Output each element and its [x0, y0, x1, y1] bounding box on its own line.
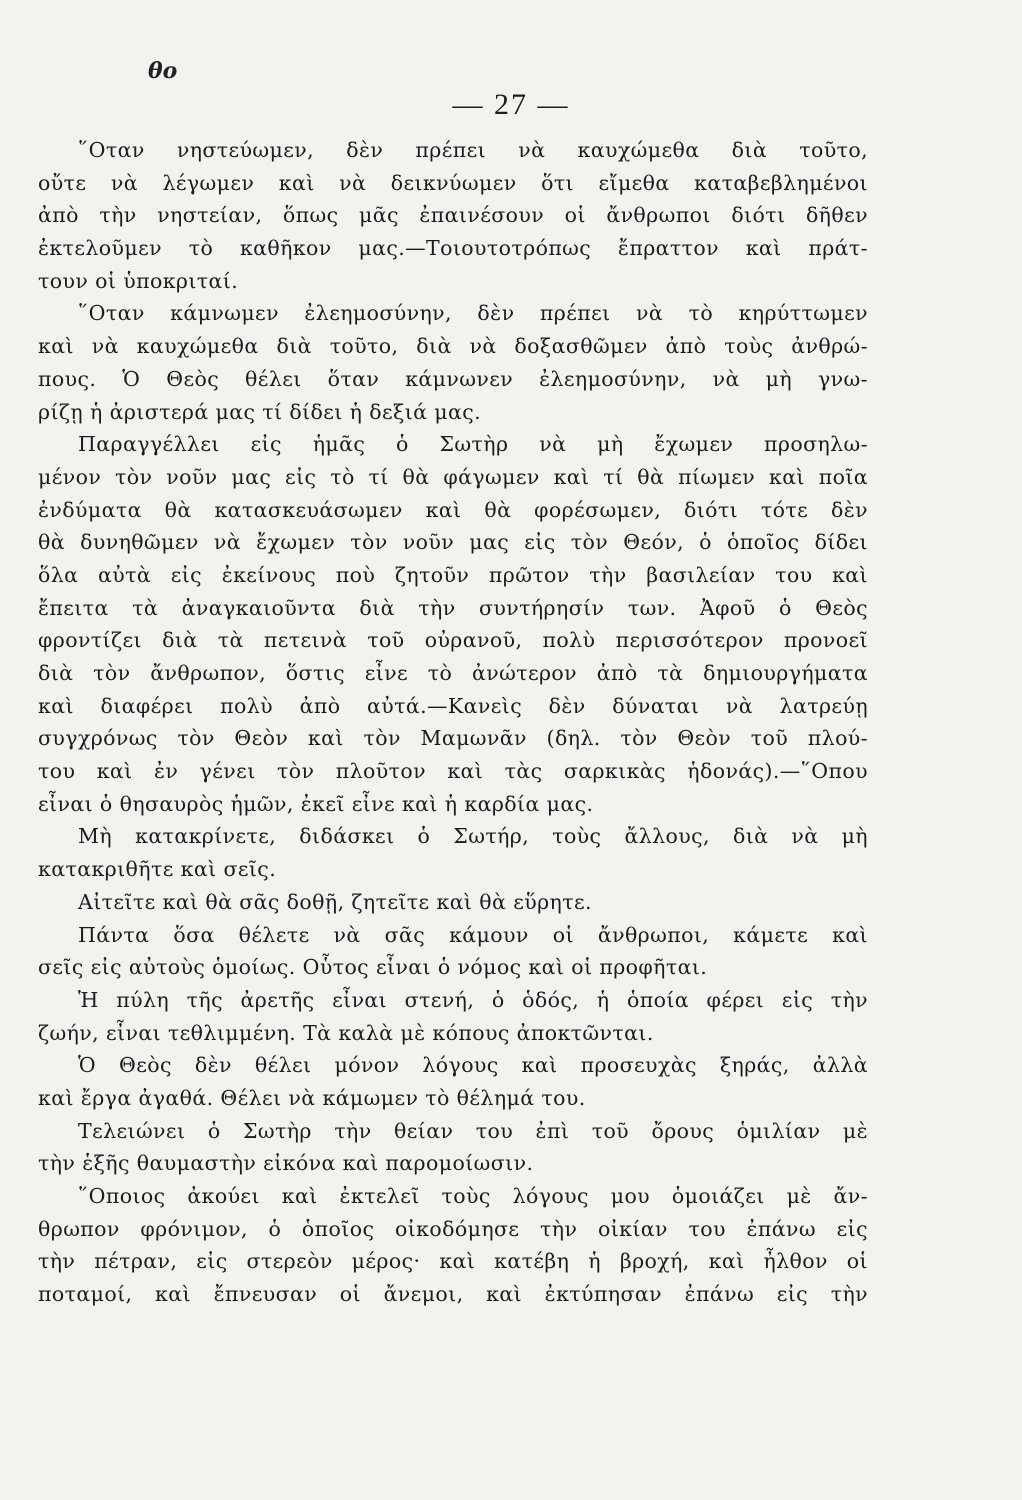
handwritten-mark: θο [148, 58, 178, 84]
text-line: Ἡ πύλη τῆς ἀρετῆς εἶναι στενή, ὁ ὁδός, ἡ ὁποία φέρει εἰς τὴν [78, 987, 868, 1012]
text-line: ῞Οποιος ἀκούει καὶ ἐκτελεῖ τοὺς λόγους μου ὁμοιάζει μὲ ἄν- [78, 1184, 868, 1208]
text-line: σεῖς εἰς αὐτοὺς ὁμοίως. Οὗτος εἶναι ὁ νόμος καὶ οἱ προφῆται. [38, 955, 708, 980]
text-line: καὶ διαφέρει πολὺ ἀπὸ αὐτά.—Κανεὶς δὲν δύναται νὰ λατρεύῃ [38, 693, 868, 718]
text-line: τὴν ἑξῆς θαυμαστὴν εἰκόνα καὶ παρομοίωσιν. [38, 1151, 534, 1176]
text-line: τὴν πέτραν, εἰς στερεὸν μέρος· καὶ κατέβη ἡ βροχή, καὶ ἦλθον οἱ [38, 1249, 868, 1274]
text-line: ἐνδύματα θὰ κατασκευάσωμεν καὶ θὰ φορέσωμεν, διότι τότε δὲν [38, 497, 868, 522]
text-line: ἔπειτα τὰ ἀναγκαιοῦντα διὰ τὴν συντήρησίν των. Ἀφοῦ ὁ Θεὸς [38, 595, 868, 620]
page-number: — 27 — [452, 88, 570, 121]
text-line: κατακριθῆτε καὶ σεῖς. [38, 857, 277, 882]
text-line: μένον τὸν νοῦν μας εἰς τὸ τί θὰ φάγωμεν καὶ τί θὰ πίωμεν καὶ ποῖα [38, 464, 868, 489]
body-text [38, 134, 868, 1311]
text-line: οὔτε νὰ λέγωμεν καὶ νὰ δεικνύωμεν ὅτι εἴμεθα καταβεβλημένοι [38, 170, 868, 195]
text-line: ὅλα αὐτὰ εἰς ἐκείνους ποὺ ζητοῦν πρῶτον τὴν βασιλείαν του καὶ [38, 562, 868, 587]
text-line: Ὁ Θεὸς δὲν θέλει μόνον λόγους καὶ προσευχὰς ξηράς, ἀλλὰ [78, 1053, 868, 1078]
text-line: ἀπὸ τὴν νηστείαν, ὅπως μᾶς ἐπαινέσουν οἱ ἄνθρωποι διότι δῆθεν [38, 203, 868, 228]
text-line: Αἰτεῖτε καὶ θὰ σᾶς δοθῇ, ζητεῖτε καὶ θὰ εὕρητε. [78, 889, 592, 914]
text-line: φροντίζει διὰ τὰ πετεινὰ τοῦ οὐρανοῦ, πολὺ περισσότερον προνοεῖ [38, 628, 868, 653]
text-line: Μὴ κατακρίνετε, διδάσκει ὁ Σωτήρ, τοὺς ἄλλους, διὰ νὰ μὴ [78, 824, 868, 849]
text-line: εἶναι ὁ θησαυρὸς ἡμῶν, ἐκεῖ εἶνε καὶ ἡ καρδία μας. [38, 791, 594, 816]
text-line: καὶ ἔργα ἀγαθά. Θέλει νὰ κάμωμεν τὸ θέλημά του. [38, 1085, 586, 1110]
text-line: διὰ τὸν ἄνθρωπον, ὅστις εἶνε τὸ ἀνώτερον ἀπὸ τὰ δημιουργήματα [38, 661, 868, 685]
text-line: θὰ δυνηθῶμεν νὰ ἔχωμεν τὸν νοῦν μας εἰς τὸν Θεόν, ὁ ὁποῖος δίδει [38, 530, 868, 555]
text-line: ρίζῃ ἡ ἀριστερά μας τί δίδει ἡ δεξιά μας. [38, 399, 482, 424]
text-line: Πάντα ὅσα θέλετε νὰ σᾶς κάμουν οἱ ἄνθρωποι, κάμετε καὶ [78, 922, 868, 947]
text-line: συγχρόνως τὸν Θεὸν καὶ τὸν Μαμωνᾶν (δηλ. τὸν Θεὸν τοῦ πλού- [38, 726, 868, 751]
text-line: ποταμοί, καὶ ἔπνευσαν οἱ ἄνεμοι, καὶ ἐκτύπησαν ἐπάνω εἰς τὴν [38, 1282, 868, 1307]
text-line: Παραγγέλλει εἰς ἡμᾶς ὁ Σωτὴρ νὰ μὴ ἔχωμεν προσηλω- [78, 432, 868, 457]
text-line: ῞Οταν νηστεύωμεν, δὲν πρέπει νὰ καυχώμεθα διὰ τοῦτο, [78, 138, 868, 162]
text-line: ἐκτελοῦμεν τὸ καθῆκον μας.—Τοιουτοτρόπως ἔπραττον καὶ πράτ- [38, 236, 868, 261]
text-line: ζωήν, εἶναι τεθλιμμένη. Τὰ καλὰ μὲ κόπους ἀποκτῶνται. [38, 1020, 654, 1045]
text-line: Τελειώνει ὁ Σωτὴρ τὴν θείαν του ἐπὶ τοῦ ὄρους ὁμιλίαν μὲ [78, 1118, 868, 1143]
text-line: καὶ νὰ καυχώμεθα διὰ τοῦτο, διὰ νὰ δοξασθῶμεν ἀπὸ τοὺς ἀνθρώ- [38, 334, 868, 359]
text-line: τουν οἱ ὑποκριταί. [38, 268, 239, 293]
text-line: ῞Οταν κάμνωμεν ἐλεημοσύνην, δὲν πρέπει νὰ τὸ κηρύττωμεν [78, 301, 868, 326]
text-line: θρωπον φρόνιμον, ὁ ὁποῖος οἰκοδόμησε τὴν οἰκίαν του ἐπάνω εἰς [38, 1216, 868, 1241]
text-line: πους. Ὁ Θεὸς θέλει ὅταν κάμνωνεν ἐλεημοσύνην, νὰ μὴ γνω- [38, 366, 868, 391]
text-line: του καὶ ἐν γένει τὸν πλοῦτον καὶ τὰς σαρκικὰς ἡδονάς).—῞Οπου [38, 759, 868, 784]
